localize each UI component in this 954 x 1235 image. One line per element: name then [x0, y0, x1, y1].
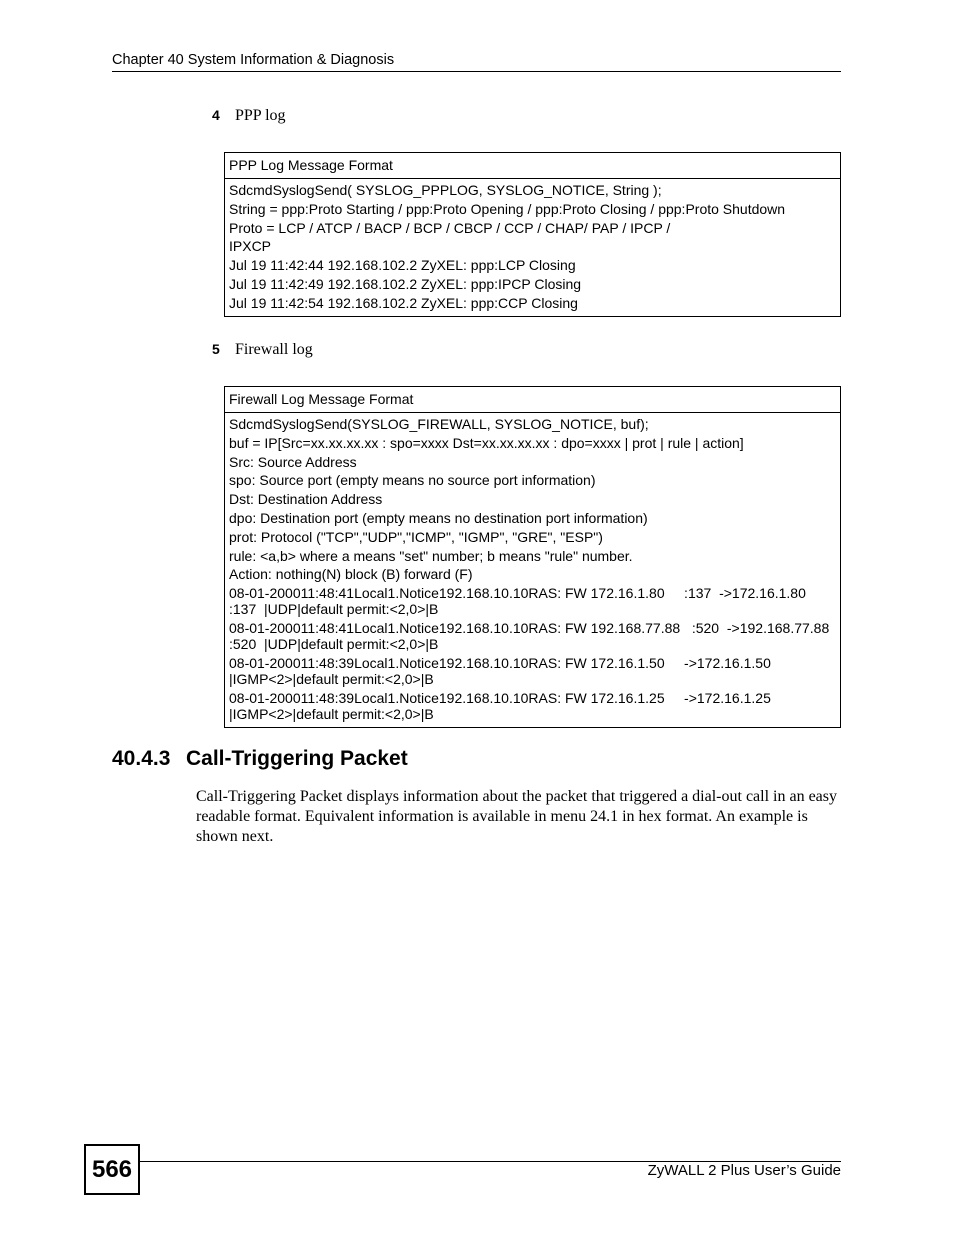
step-5 — [212, 341, 313, 359]
ppp-box-body — [225, 179, 840, 316]
header-divider — [112, 71, 841, 72]
firewall-line: Src: Source Address — [229, 453, 357, 470]
firewall-example-line1: 08-01-200011:48:41Local1.Notice192.168.10.10RAS: FW 172.16.1.80 :137 ->172.16.1.80 — [229, 585, 806, 602]
ppp-line: IPXCP — [229, 238, 272, 255]
firewall-line: Dst: Destination Address — [229, 491, 383, 508]
ppp-line: String = ppp:Proto Starting / ppp:Proto Opening / ppp:Proto Closing / ppp:Proto Shutdown — [229, 200, 786, 217]
firewall-line: rule: <a,b> where a means "set" number; b means "rule" number. — [229, 547, 633, 564]
firewall-line: Action: nothing(N) block (B) forward (F) — [229, 566, 473, 583]
ppp-line: Jul 19 11:42:49 192.168.102.2 ZyXEL: ppp:IPCP Closing — [229, 275, 582, 292]
firewall-example-line2: |IGMP<2>|default permit:<2,0>|B — [229, 671, 434, 688]
firewall-example-line2: :520 |UDP|default permit:<2,0>|B — [229, 636, 439, 653]
section-paragraph: Call-Triggering Packet displays information about the packet that triggered a dial-out call in an easy readable format. Equivalent information is available in menu 24.1 in hex format. An example is shown next. — [196, 788, 838, 845]
step-label: Firewall log — [235, 341, 313, 358]
firewall-line: prot: Protocol ("TCP","UDP","ICMP", "IGMP", "GRE", "ESP") — [229, 528, 603, 545]
firewall-example — [229, 689, 836, 724]
ppp-line: Jul 19 11:42:44 192.168.102.2 ZyXEL: ppp:LCP Closing — [229, 257, 576, 274]
firewall-line: buf = IP[Src=xx.xx.xx.xx : spo=xxxx Dst=xx.xx.xx.xx : dpo=xxxx | prot | rule | action] — [229, 434, 744, 451]
step-number: 4 — [212, 107, 220, 123]
firewall-example-line2: :137 |UDP|default permit:<2,0>|B — [229, 601, 439, 618]
section-heading — [112, 747, 408, 771]
step-4 — [212, 107, 286, 125]
firewall-box-title: Firewall Log Message Format — [225, 387, 840, 413]
firewall-example-line1: 08-01-200011:48:41Local1.Notice192.168.10.10RAS: FW 192.168.77.88 :520 ->192.168.77.88 — [229, 620, 830, 637]
section-number: 40.4.3 — [112, 747, 171, 770]
firewall-line: spo: Source port (empty means no source port information) — [229, 472, 596, 489]
firewall-example-line1: 08-01-200011:48:39Local1.Notice192.168.10.10RAS: FW 172.16.1.50 ->172.16.1.50 — [229, 655, 771, 672]
firewall-line: dpo: Destination port (empty means no destination port information) — [229, 509, 648, 526]
firewall-example-line1: 08-01-200011:48:39Local1.Notice192.168.10.10RAS: FW 172.16.1.25 ->172.16.1.25 — [229, 690, 771, 707]
firewall-line: SdcmdSyslogSend(SYSLOG_FIREWALL, SYSLOG_NOTICE, buf); — [229, 416, 649, 432]
section-title: Call-Triggering Packet — [186, 747, 408, 770]
firewall-example-line2: |IGMP<2>|default permit:<2,0>|B — [229, 706, 434, 723]
chapter-header: Chapter 40 System Information & Diagnosis — [112, 52, 395, 68]
step-label: PPP log — [235, 107, 286, 124]
firewall-example — [229, 619, 836, 654]
firewall-box-body — [225, 413, 840, 727]
ppp-line: Proto = LCP / ATCP / BACP / BCP / CBCP / CCP / CHAP/ PAP / IPCP / — [229, 219, 671, 236]
ppp-line: SdcmdSyslogSend( SYSLOG_PPPLOG, SYSLOG_NOTICE, String ); — [229, 182, 662, 198]
ppp-log-format-box — [224, 152, 841, 317]
firewall-log-format-box — [224, 386, 841, 728]
ppp-line: Jul 19 11:42:54 192.168.102.2 ZyXEL: ppp:CCP Closing — [229, 294, 578, 311]
firewall-example — [229, 654, 836, 689]
ppp-box-title: PPP Log Message Format — [225, 153, 840, 179]
page-number: 566 — [84, 1144, 140, 1195]
firewall-example — [229, 584, 836, 619]
guide-title: ZyWALL 2 Plus User’s Guide — [647, 1162, 841, 1179]
step-number: 5 — [212, 341, 220, 357]
